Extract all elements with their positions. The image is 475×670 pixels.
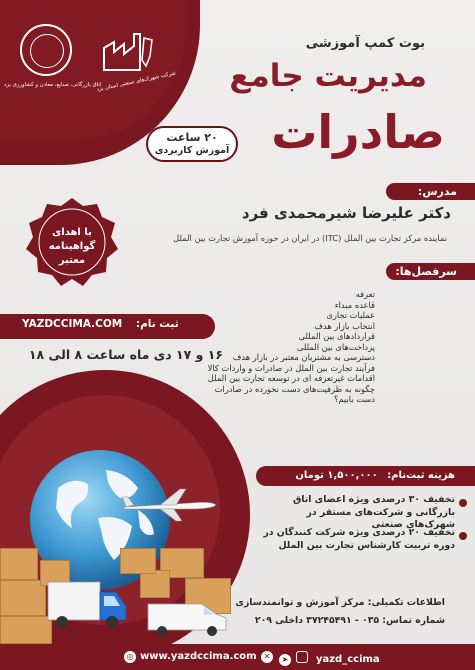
van-illustration xyxy=(146,598,228,638)
topic-item: فرآیند تجارت بین الملل در صادرات و واردات کالا xyxy=(207,362,375,373)
fee-line xyxy=(295,470,455,481)
bullet-icon xyxy=(459,499,467,507)
footer-social-handle[interactable]: yazd_ccima xyxy=(315,654,380,665)
discount-2: تخفیف ۲۰ درصدی ویژه شرکت کنندگان در دوره تربیت کارشناس تجارت بین الملل xyxy=(263,527,455,551)
fee-amount: ۱,۵۰۰,۰۰۰ تومان xyxy=(295,470,378,481)
cargo-box xyxy=(0,548,38,580)
instagram-icon[interactable] xyxy=(296,651,308,663)
info-line2: شماره تماس: ۰۳۵ - ۳۷۲۴۵۴۹۱ داخلی ۲۰۹ xyxy=(254,615,445,626)
registration-line xyxy=(22,318,179,330)
telegram-icon[interactable]: ➤ xyxy=(279,654,291,666)
topic-item: دست یابیم؟ xyxy=(333,394,375,404)
cargo-box xyxy=(140,570,170,598)
topic-item: دسترسی به مشتریان معتبر در بازار هدف xyxy=(232,352,375,362)
registration-dates: ۱۶ و ۱۷ دی ماه ساعت ۸ الی ۱۸ xyxy=(28,347,223,362)
cargo-box xyxy=(0,616,52,644)
hours-badge-line1: ۲۰ ساعت xyxy=(166,131,218,144)
airplane-illustration xyxy=(120,485,220,525)
discount-1: تخفیف ۳۰ درصدی ویژه اعضای اتاق بازرگانی و شرکت‌های مستقر در شهرک‌های صنعتی xyxy=(292,494,455,530)
topics-label-bar xyxy=(386,263,475,280)
info-line1: اطلاعات تکمیلی: مرکز آموزش و توانمندسازی xyxy=(235,597,445,608)
topic-item: قراردادهای بین المللی xyxy=(298,331,375,341)
topic-item: چگونه به ظرفیت‌های دست نخورده در صادرات xyxy=(214,383,375,394)
title-line2: صادرات xyxy=(271,105,445,159)
topic-item: قاعده مبداء xyxy=(334,299,375,310)
hours-badge xyxy=(146,126,238,162)
topic-item: پرداخت‌های بین المللی xyxy=(296,341,375,352)
industry-logo-caption: شرکت شهرک‌های صنعتی استان یزد xyxy=(96,70,177,94)
teacher-name: دکتر علیرضا شیرمحمدی فرد xyxy=(241,204,451,222)
truck-illustration xyxy=(46,578,128,630)
cargo-box xyxy=(120,548,156,574)
ccima-seal-logo xyxy=(20,24,72,76)
footer-social xyxy=(279,651,380,666)
registration-website[interactable]: YAZDCCIMA.COM xyxy=(22,318,123,330)
bullet-icon xyxy=(459,532,467,540)
subtitle: بوت کمپ آموزشی xyxy=(305,36,425,51)
industry-logo xyxy=(100,26,154,74)
teacher-label: مدرس: xyxy=(417,185,457,198)
certificate-line2: گواهینامه xyxy=(48,241,96,252)
registration-label: ثبت نام: xyxy=(135,318,179,330)
footer-website[interactable]: www.yazdccima.com xyxy=(140,651,257,662)
title-line1: مدیریت جامع xyxy=(229,58,427,94)
x-icon[interactable]: ✕ xyxy=(261,651,273,663)
certificate-line3: معتبر xyxy=(58,255,86,266)
topic-item: انتخاب بازار هدف xyxy=(314,320,375,331)
topic-item: عملیات تجاری xyxy=(326,310,375,320)
certificate-line1: با اهدای xyxy=(52,227,92,238)
hours-badge-line2: آموزش کاربردی xyxy=(154,145,230,156)
teacher-label-bar xyxy=(386,183,475,200)
fee-label: هزینه ثبت‌نام: xyxy=(387,470,455,481)
topics-label: سرفصل‌ها: xyxy=(395,265,457,278)
topic-item: اقدامات غیرتعرفه ای در توسعه تجارت بین الملل xyxy=(207,373,375,383)
globe-icon: ◎ xyxy=(124,651,136,663)
ccima-seal-caption: اتاق بازرگانی، صنایع، معادن و کشاورزی یزد xyxy=(4,82,102,88)
topic-item: تعرفه xyxy=(355,289,375,299)
teacher-description: نماینده مرکز تجارت بین الملل (ITC) در ایران در حوزه آموزش تجارت بین الملل xyxy=(173,233,447,243)
